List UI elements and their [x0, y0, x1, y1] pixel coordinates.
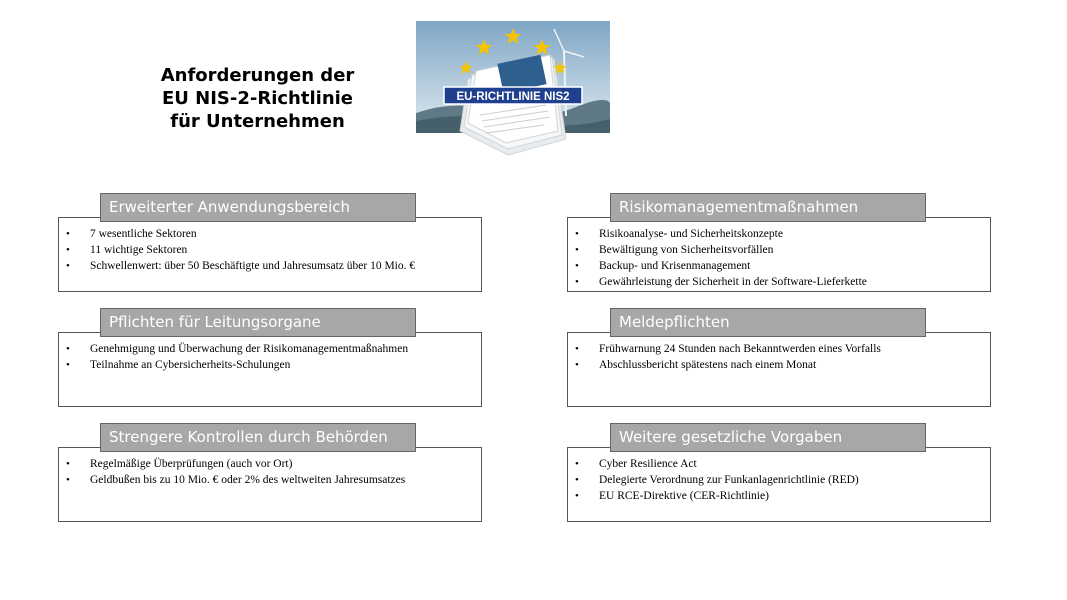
- eu-nis2-logo-image: [416, 21, 610, 156]
- list-item: • Schwellenwert: über 50 Beschäftigte und Jahresumsatz über 10 Mio. €: [66, 258, 481, 274]
- logo-banner-text: EU-RICHTLINIE NIS2: [456, 91, 570, 103]
- section-list: [59, 218, 481, 274]
- list-item: • EU RCE-Direktive (CER-Richtlinie): [575, 488, 990, 504]
- section-box-meldepflichten: [567, 332, 991, 407]
- page-title-line-2: EU NIS-2-Richtlinie: [161, 88, 354, 109]
- section-list: [59, 333, 481, 373]
- section-list: [568, 218, 990, 290]
- section-list: [568, 333, 990, 373]
- section-box-erweiterter-anwendungsbereich: [58, 217, 482, 292]
- section-list: [59, 448, 481, 488]
- page-title: [150, 64, 365, 133]
- list-item: • Genehmigung und Überwachung der Risikomanagementmaßnahmen: [66, 341, 481, 357]
- section-header-pflichten-fuer-leitungsorgane: Pflichten für Leitungsorgane: [100, 308, 416, 337]
- list-item: • 7 wesentliche Sektoren: [66, 226, 481, 242]
- section-header-meldepflichten: Meldepflichten: [610, 308, 926, 337]
- list-item: • Abschlussbericht spätestens nach einem Monat: [575, 357, 990, 373]
- section-box-risikomanagementmassnahmen: [567, 217, 991, 292]
- list-item: • Regelmäßige Überprüfungen (auch vor Ort): [66, 456, 481, 472]
- list-item: • 11 wichtige Sektoren: [66, 242, 481, 258]
- list-item: • Gewährleistung der Sicherheit in der Software-Lieferkette: [575, 274, 990, 290]
- section-header-strengere-kontrollen: Strengere Kontrollen durch Behörden: [100, 423, 416, 452]
- section-box-pflichten-fuer-leitungsorgane: [58, 332, 482, 407]
- section-header-risikomanagementmassnahmen: Risikomanagementmaßnahmen: [610, 193, 926, 222]
- list-item: • Cyber Resilience Act: [575, 456, 990, 472]
- section-box-weitere-gesetzliche-vorgaben: [567, 447, 991, 522]
- list-item: • Frühwarnung 24 Stunden nach Bekanntwerden eines Vorfalls: [575, 341, 990, 357]
- eu-nis2-logo: [416, 21, 610, 156]
- section-list: [568, 448, 990, 504]
- page-title-line-1: Anforderungen der: [160, 65, 355, 86]
- list-item: • Teilnahme an Cybersicherheits-Schulungen: [66, 357, 481, 373]
- section-header-erweiterter-anwendungsbereich: Erweiterter Anwendungsbereich: [100, 193, 416, 222]
- list-item: • Backup- und Krisenmanagement: [575, 258, 990, 274]
- list-item: • Bewältigung von Sicherheitsvorfällen: [575, 242, 990, 258]
- section-header-weitere-gesetzliche-vorgaben: Weitere gesetzliche Vorgaben: [610, 423, 926, 452]
- list-item: • Geldbußen bis zu 10 Mio. € oder 2% des weltweiten Jahresumsatzes: [66, 472, 481, 488]
- list-item: • Risikoanalyse- und Sicherheitskonzepte: [575, 226, 990, 242]
- list-item: • Delegierte Verordnung zur Funkanlagenrichtlinie (RED): [575, 472, 990, 488]
- section-box-strengere-kontrollen: [58, 447, 482, 522]
- page-title-line-3: für Unternehmen: [170, 111, 345, 132]
